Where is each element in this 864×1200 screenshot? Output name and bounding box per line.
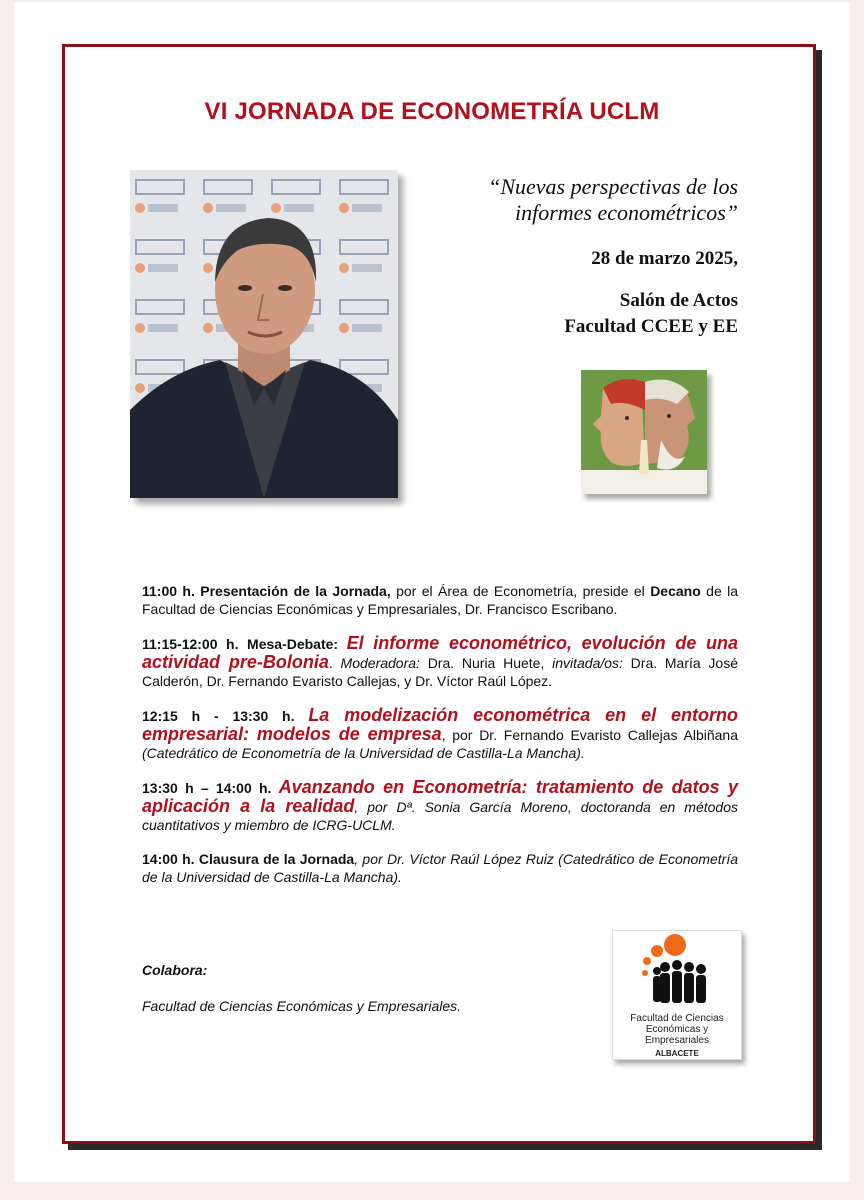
speaker-photo-illustration: [130, 170, 398, 498]
program-item: [142, 850, 738, 886]
logo-line2: Económicas y Empresariales: [645, 1024, 709, 1046]
logo-city: ALBACETE: [655, 1049, 699, 1058]
program-item-time: 11:00 h. Presentación de la Jornada,: [142, 583, 391, 599]
event-info: [414, 174, 738, 340]
faculty-logo-text: [613, 1013, 741, 1059]
program-item-time: 13:30 h – 14:00 h.: [142, 780, 279, 796]
event-date: 28 de marzo 2025,: [591, 248, 738, 269]
janus-painting: [581, 370, 707, 494]
program-item-role: invitada/os:: [552, 655, 623, 671]
program-item-text: , por Dª. Sonia García Moreno, doctoranda en métodos cuantitativos y miembro de ICRG-UCLM.: [142, 799, 738, 833]
program-item-text: por el Área de Econometría, preside el: [390, 583, 651, 599]
program-item-time: 12:15 h - 13:30 h.: [142, 708, 309, 724]
faculty-logo-icon: [613, 931, 741, 1011]
program-item-text: , por Dr. Fernando Evaristo Callejas Albiñana: [441, 727, 738, 743]
program-item-role: Moderadora:: [340, 655, 420, 671]
event-venue: [414, 288, 738, 340]
talk-title-line1: “Nuevas perspectivas de los: [488, 174, 738, 199]
collaboration-name: Facultad de Ciencias Económicas y Empresariales.: [142, 998, 462, 1014]
program-item-time: 11:15-12:00 h. Mesa-Debate:: [142, 636, 347, 652]
program-item: [142, 706, 738, 762]
program-item-text: , por Dr. Víctor Raúl López Ruiz (Catedrático de Econometría de la Universidad de Castilla-La Mancha).: [142, 851, 738, 885]
faculty-logo: [612, 930, 742, 1060]
talk-title: [414, 174, 738, 226]
poster-title: VI JORNADA DE ECONOMETRÍA UCLM: [204, 98, 660, 125]
speaker-photo: [130, 170, 398, 498]
program-item-text: Dra. Nuria Huete,: [419, 655, 553, 671]
program-item: [142, 778, 738, 834]
program-item-text: .: [328, 655, 341, 671]
program-item: [142, 582, 738, 618]
program: [142, 582, 738, 902]
program-item-topic: El informe econométrico, evolución de una actividad pre-Bolonia: [142, 633, 738, 672]
logo-line1: Facultad de Ciencias: [630, 1013, 724, 1024]
venue-line1: Salón de Actos: [619, 290, 738, 311]
program-item-time: 14:00 h. Clausura de la Jornada: [142, 851, 355, 867]
page: [14, 2, 850, 1182]
program-item: [142, 634, 738, 690]
venue-line2: Facultad CCEE y EE: [564, 316, 738, 337]
program-item-text: de la Facultad de Ciencias Económicas y Empresariales, Dr. Francisco Escribano.: [142, 583, 739, 617]
painting-illustration: [581, 370, 707, 494]
collaboration-label: Colabora:: [142, 962, 208, 978]
talk-title-line2: informes econométricos”: [514, 200, 738, 225]
program-item-affiliation: (Catedrático de Econometría de la Universidad de Castilla-La Mancha).: [142, 745, 585, 761]
program-item-topic: Avanzando en Econometría: tratamiento de datos y aplicación a la realidad: [142, 777, 738, 816]
program-item-text: Dra. María José Calderón, Dr. Fernando Evaristo Callejas, y Dr. Víctor Raúl López.: [142, 655, 738, 689]
program-item-topic: La modelización econométrica en el entorno empresarial: modelos de empresa: [142, 705, 738, 744]
collaboration: [142, 962, 461, 1014]
program-item-bold: Decano: [650, 583, 701, 599]
